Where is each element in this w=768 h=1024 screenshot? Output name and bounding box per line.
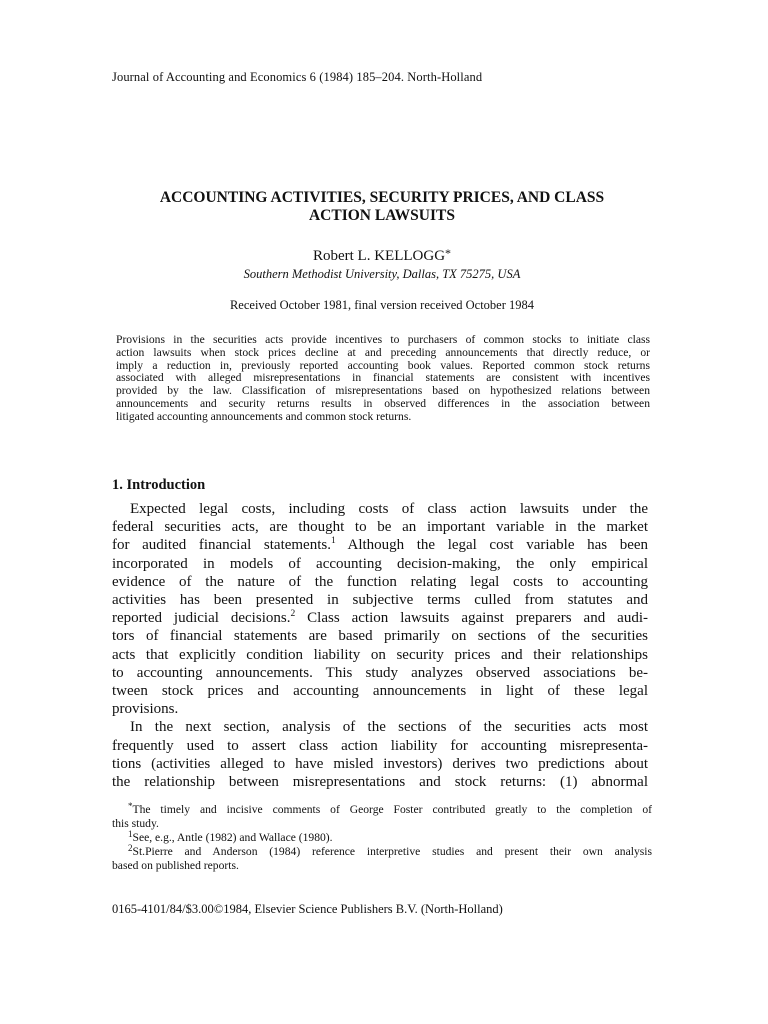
author-name: Robert L. KELLOGG [312, 248, 446, 264]
footnote-line: this study. [112, 817, 159, 830]
footnote-text: St.Pierre and Anderson (1984) reference interpretive studies and present their own analysis [132, 845, 652, 858]
body-line [112, 536, 648, 554]
abstract-line: announcements and security returns results in observed differences in the association between [116, 396, 650, 410]
body-text-segment: reported judicial decisions. [112, 610, 291, 627]
footnote-line [112, 803, 652, 817]
footnote-ref: 2 [290, 609, 296, 620]
body-line: to accounting announcements. This study analyzes observed associations be- [112, 664, 648, 681]
body-line [112, 609, 648, 627]
body-line: tions (activities alleged to have misled investors) derives two predictions about [112, 755, 648, 772]
abstract-line: litigated accounting announcements and common stock returns. [116, 409, 412, 423]
body-line: evidence of the nature of the function relating legal costs to accounting [112, 573, 648, 590]
body-line: incorporated in models of accounting decision-making, the only empirical [112, 555, 648, 572]
body-line: tween stock prices and accounting announcements in light of these legal [112, 683, 648, 700]
author-footnote-mark: * [445, 246, 452, 260]
footnote-ref: 1 [330, 536, 336, 547]
abstract-line: imply a reduction in, previously reported accounting book values. Reported common stock returns [116, 358, 650, 372]
body-line: federal securities acts, are thought to be an important variable in the market [112, 519, 648, 536]
body-line: acts that explicitly condition liability on security prices and their relationships [112, 646, 648, 663]
abstract-line: associated with alleged misrepresentations in financial statements are consistent with incentives [116, 371, 650, 385]
body-text-segment: Class action lawsuits against preparers and audi- [295, 610, 648, 627]
body-line: the relationship between misrepresentations and stock returns: (1) abnormal [112, 774, 648, 791]
copyright-line: 0165-4101/84/$3.00©1984, Elsevier Science Publishers B.V. (North-Holland) [112, 902, 503, 916]
abstract [116, 334, 650, 424]
footnote-line: based on published reports. [112, 859, 239, 872]
article-title-line: ACCOUNTING ACTIVITIES, SECURITY PRICES, AND CLASS [159, 189, 605, 206]
abstract-line: Provisions in the securities acts provide incentives to purchasers of common stocks to initiate class [116, 333, 650, 346]
footnote-text: The timely and incisive comments of George Foster contributed greatly to the completion of [132, 803, 652, 816]
footnote-mark: 1 [128, 829, 133, 839]
body-line: Expected legal costs, including costs of class action lawsuits under the [130, 501, 648, 517]
author-affiliation: Southern Methodist University, Dallas, TX 75275, USA [243, 267, 521, 281]
body-line: tors of financial statements are based primarily on sections of the securities [112, 628, 648, 645]
introduction-body [112, 500, 648, 791]
body-text-segment: Although the legal cost variable has been [335, 537, 649, 554]
footnote-text: See, e.g., Antle (1982) and Wallace (1980). [132, 831, 333, 844]
body-line: provisions. [112, 701, 179, 718]
footnotes [112, 803, 652, 873]
body-line: activities has been presented in subjective terms culled from statutes and [112, 592, 648, 609]
footnote-line [112, 831, 652, 845]
abstract-line: provided by the law. Classification of misrepresentations based on hypothesized relations between [116, 384, 650, 398]
article-title [112, 189, 652, 225]
footnote-mark: * [128, 801, 133, 811]
footnote-line [112, 845, 652, 859]
abstract-line: action lawsuits when stock prices decline at and preceding announcements that directly reduce, or [116, 345, 650, 359]
journal-citation: Journal of Accounting and Economics 6 (1984) 185–204. North-Holland [112, 70, 483, 84]
body-line: frequently used to assert class action liability for accounting misrepresenta- [112, 737, 648, 754]
body-text-segment: for audited financial statements. [112, 537, 331, 554]
body-line: In the next section, analysis of the sections of the securities acts most [130, 719, 648, 736]
author-line [112, 246, 652, 265]
article-title-line: ACTION LAWSUITS [308, 207, 455, 224]
section-heading: 1. Introduction [112, 477, 206, 493]
footnote-mark: 2 [128, 843, 133, 853]
received-dates: Received October 1981, final version received October 1984 [229, 298, 535, 312]
